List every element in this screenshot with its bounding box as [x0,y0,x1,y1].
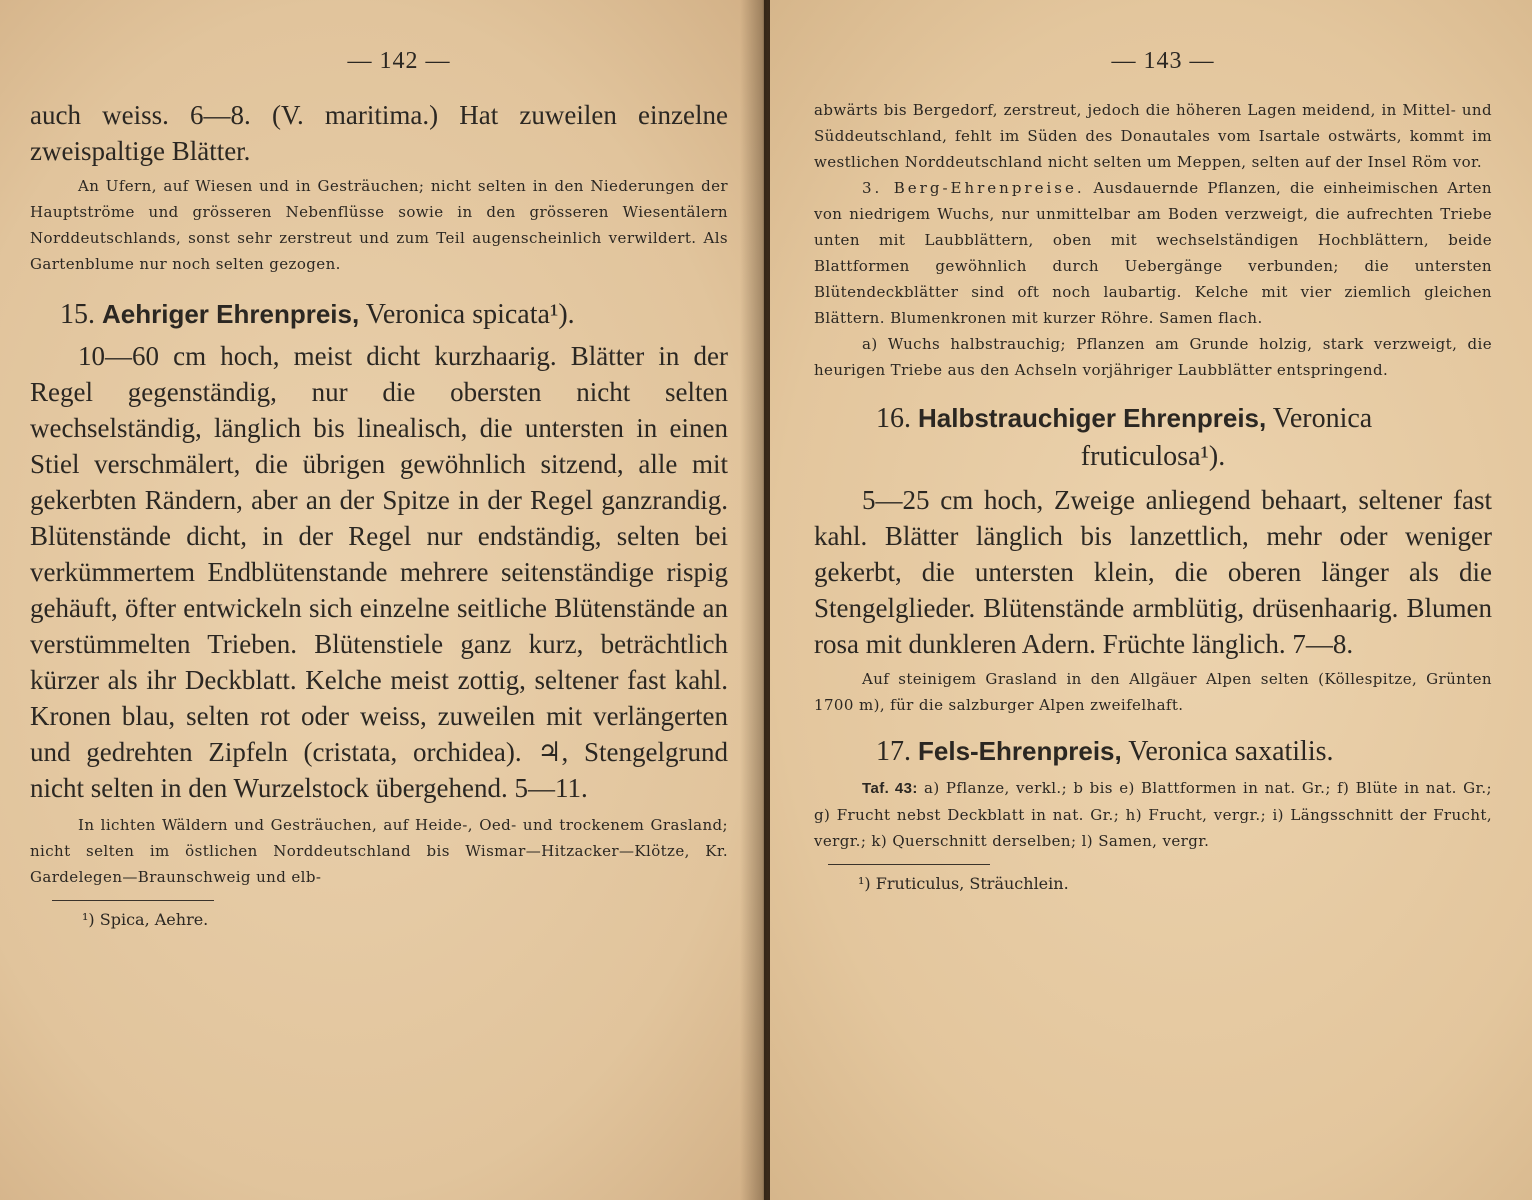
plate-reference [814,775,1492,854]
species-number: 16. [876,403,911,434]
species-heading-16-line2 [814,438,1492,476]
species-german-name: Aehriger Ehrenpreis, [102,299,360,329]
species-number: 15. [60,299,95,330]
habitat-paragraph-16: Auf steinigem Grasland in den Allgäuer Alpen selten (Köllespitze, Grünten 1700 m), für die salzburger Alpen zweifelhaft. [814,670,1492,714]
left-page [0,0,764,1200]
description-paragraph-16: 5—25 cm hoch, Zweige anliegend behaart, seltener fast kahl. Blätter länglich bis lanzettlich, mehr oder weniger gekerbt, die untersten klein, die oberen länger als die Stengelglieder. Blütenstände armblütig, drüsenhaarig. Blumen rosa mit dunkleren Adern. Früchte länglich. 7—8. [814,485,1492,659]
footnote-divider [828,864,990,865]
species-german-name: Halbstrauchiger Ehrenpreis, [918,403,1267,433]
subgroup-a-paragraph: a) Wuchs halbstrauchig; Pflanzen am Grunde holzig, stark verzweigt, die heurigen Triebe aus den Achseln vorjähriger Laubblätter entspringend. [814,335,1492,379]
page-number-left: — 142 — [347,48,451,74]
species-heading-15 [30,295,728,334]
right-page [770,0,1532,1200]
page-number-right: — 143 — [1111,48,1215,74]
species-heading-17 [814,732,1492,771]
footnote-mark: ¹). [549,299,575,330]
footnote-left: ¹) Spica, Aehre. [82,910,209,929]
plate-label: Taf. 43: [862,780,918,797]
species-heading-16 [814,399,1492,438]
species-latin-name: Veronica saxatilis. [1128,736,1334,767]
footnote-divider [52,900,214,901]
habitat-paragraph-14: An Ufern, auf Wiesen und in Gesträuchen; nicht selten in den Niederungen der Hauptströme und grösseren Nebenflüsse sowie in den grösseren Wiesentälern Norddeutschlands, sonst sehr zerstreut und zum Teil augenscheinlich verwildert. Als Gartenblume nur noch selten gezogen. [30,177,728,273]
footnote-right: ¹) Fruticulus, Sträuchlein. [858,874,1069,893]
habitat-continuation-15: abwärts bis Bergedorf, zerstreut, jedoch die höheren Lagen meidend, in Mittel- und Süddeutschland, fehlt im Süden des Donautales vom Isartale ostwärts, kommt im westlichen Norddeutschland nicht selten um Meppen, selten auf der Insel Röm vor. [814,101,1492,171]
species-latin-name-cont: fruticulosa [1080,441,1201,472]
description-paragraph-15: 10—60 cm hoch, meist dicht kurzhaarig. Blätter in der Regel gegenständig, nur die obersten nicht selten wechselständig, länglich bis linealisch, die untersten in einen Stiel verschmälert, die übrigen gewöhnlich sitzend, alle mit gekerbten Rändern, aber an der Spitze in der Regel ganzrandig. Blütenstände dicht, in der Regel nur endständig, selten bei verkümmertem Endblütenstande mehrere seitenständige rispig gehäuft, öfter entwickeln sich einzelne seitliche Blütenstände an verstümmelten Trieben. Blütenstiele ganz kurz, beträchtlich kürzer als ihr Deckblatt. Kelche meist zottig, seltener fast kahl. Kronen blau, selten rot oder weiss, zuweilen mit verlängerten und gedrehten Zipfeln (cristata, orchidea). ♃, Stengelgrund nicht selten in den Wurzelstock übergehend. 5—11. [30,341,728,803]
group-description-3 [814,175,1492,331]
group-label: 3. Berg-Ehrenpreise. [862,179,1085,197]
group-text: Ausdauernde Pflanzen, die einheimischen Arten von niedrigem Wuchs, nur unmittelbar am Boden verzweigt, die aufrechten Triebe unten mit Laubblättern, oben mit wechselständigen Hochblättern, beide Blattformen gewöhnlich durch Uebergänge verbunden; die untersten Blütendeckblätter sind oft noch laubartig. Kelche mit vier ziemlich gleichen Blättern. Blumenkronen mit kurzer Röhre. Samen flach. [814,179,1492,327]
species-latin-name: Veronica spicata [365,299,550,330]
species-german-name: Fels-Ehrenpreis, [918,736,1122,766]
continuation-paragraph: auch weiss. 6—8. (V. maritima.) Hat zuweilen einzelne zweispaltige Blätter. [30,100,728,166]
habitat-paragraph-15: In lichten Wäldern und Gesträuchen, auf Heide-, Oed- und trockenem Grasland; nicht selten im östlichen Norddeutschland bis Wismar—Hitzacker—Klötze, Kr. Gardelegen—Braunschweig und elb- [30,816,728,886]
plate-text: a) Pflanze, verkl.; b bis e) Blattformen in nat. Gr.; f) Blüte in nat. Gr.; g) Frucht nebst Deckblatt in nat. Gr.; h) Frucht, vergr.; i) Längsschnitt der Frucht, vergr.; k) Querschnitt derselben; l) Samen, vergr. [814,779,1493,850]
species-latin-name: Veronica [1272,403,1373,434]
species-number: 17. [876,736,911,767]
footnote-mark: ¹). [1200,441,1226,472]
